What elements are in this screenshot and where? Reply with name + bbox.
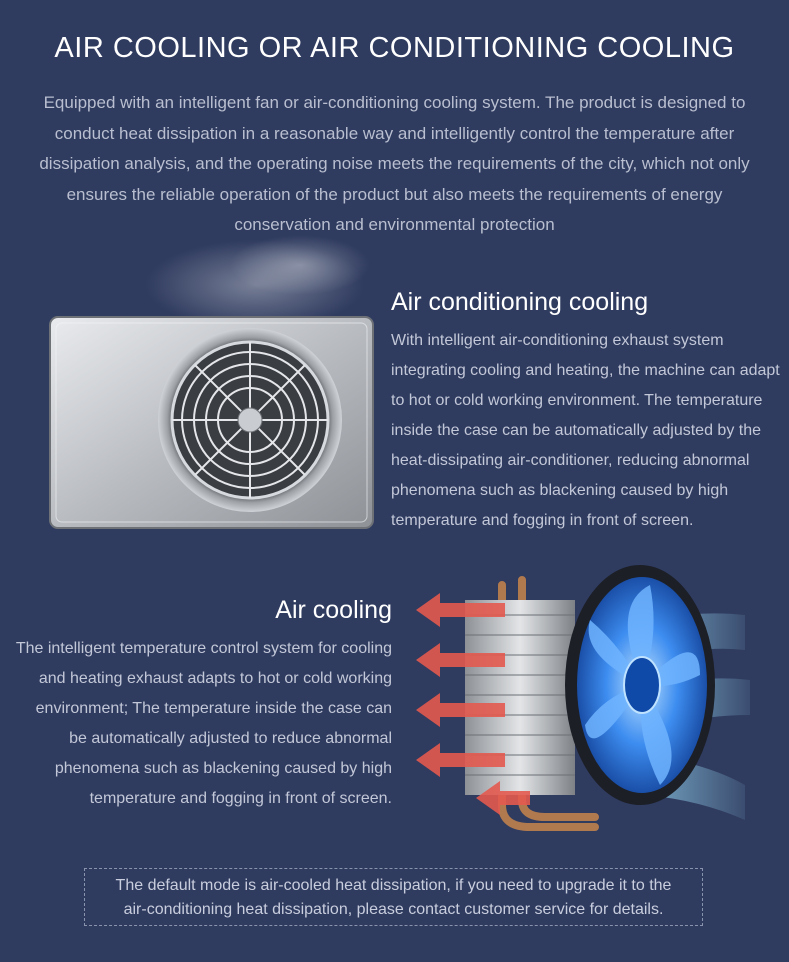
air-cooling-description: The intelligent temperature control system for cooling and heating exhaust adapts to hot or cold working environment; The temperature inside the case can be automatically adjusted to reduce abnormal phenomena such as blackening caused by high temperature and fogging in front of screen.	[15, 640, 392, 807]
air-cooling-title: Air cooling	[275, 596, 392, 624]
notice-line-1: The default mode is air-cooled heat dissipation, if you need to upgrade it to the	[115, 877, 672, 894]
notice-box	[84, 868, 703, 926]
steam	[230, 235, 370, 295]
air-conditioning-description: With intelligent air-conditioning exhaust system integrating cooling and heating, the machine can adapt to hot or cold working environment. The temperature inside the case can be automatically adjusted by the heat-dissipating air-conditioner, reducing abnormal phenomena such as blackening caused by high temperature and fogging in front of screen.	[391, 332, 780, 529]
intro-paragraph: Equipped with an intelligent fan or air-conditioning cooling system. The product is designed to conduct heat dissipation in a reasonable way and intelligently control the temperature after dissipation analysis, and the operating noise meets the requirements of the city, which not only ensures the reliable operation of the product but also meets the requirements of energy conservation and environmental protection	[39, 93, 750, 234]
air-cooler-image	[410, 565, 755, 845]
notice-line-2: air-conditioning heat dissipation, please contact customer service for details.	[123, 901, 664, 918]
air-conditioning-title: Air conditioning cooling	[391, 288, 649, 316]
air-conditioner-image	[40, 230, 385, 540]
page-title: AIR COOLING OR AIR CONDITIONING COOLING	[54, 32, 735, 64]
